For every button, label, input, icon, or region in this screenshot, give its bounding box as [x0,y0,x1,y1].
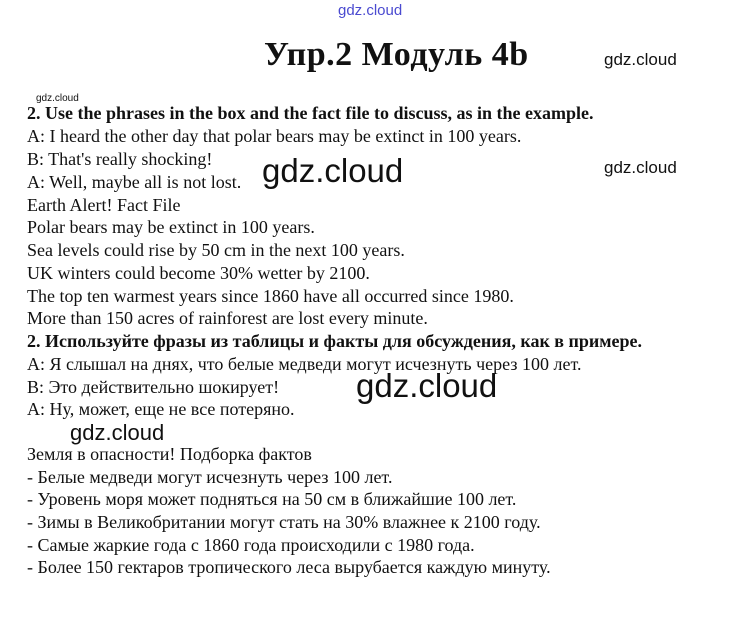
russian-fact: - Самые жаркие года с 1860 года происходили с 1980 года. [27,535,475,555]
russian-fact-file-title: Земля в опасности! Подборка фактов [27,444,312,464]
watermark-top: gdz.cloud [338,2,403,19]
watermark-right-mid: gdz.cloud [604,158,677,177]
russian-fact: - Более 150 гектаров тропического леса вырубается каждую минуту. [27,557,551,577]
russian-task: 2. Используйте фразы из таблицы и факты для обсуждения, как в примере. [27,331,643,351]
english-fact: Sea levels could rise by 50 cm in the next 100 years. [27,240,405,260]
page-title: Упр.2 Модуль 4b [264,36,529,73]
watermark-title-right: gdz.cloud [604,50,677,69]
watermark-center-2: gdz.cloud [356,367,498,404]
english-dialogue-line: A: I heard the other day that polar bears may be extinct in 100 years. [27,126,522,146]
english-fact: Polar bears may be extinct in 100 years. [27,217,315,237]
watermark-left-lower: gdz.cloud [70,420,165,445]
russian-dialogue-line: А: Ну, может, еще не все потеряно. [27,399,295,419]
russian-fact: - Уровень моря может подняться на 50 см в ближайшие 100 лет. [27,489,517,509]
russian-fact: - Зимы в Великобритании могут стать на 30% влажнее к 2100 году. [27,512,541,532]
russian-dialogue-line: А: Я слышал на днях, что белые медведи могут исчезнуть через 100 лет. [27,354,582,374]
watermark-center-1: gdz.cloud [262,152,404,189]
russian-dialogue-line: В: Это действительно шокирует! [27,377,280,397]
english-fact: The top ten warmest years since 1860 have all occurred since 1980. [27,286,514,306]
watermark-small: gdz.cloud [36,93,79,104]
russian-fact: - Белые медведи могут исчезнуть через 100 лет. [27,467,393,487]
english-task: 2. Use the phrases in the box and the fact file to discuss, as in the example. [27,103,594,123]
english-fact: UK winters could become 30% wetter by 2100. [27,263,370,283]
english-dialogue-line: A: Well, maybe all is not lost. [27,172,242,192]
english-fact-file-title: Earth Alert! Fact File [27,195,181,215]
english-dialogue-line: B: That's really shocking! [27,149,213,169]
english-fact: More than 150 acres of rainforest are lost every minute. [27,308,428,328]
